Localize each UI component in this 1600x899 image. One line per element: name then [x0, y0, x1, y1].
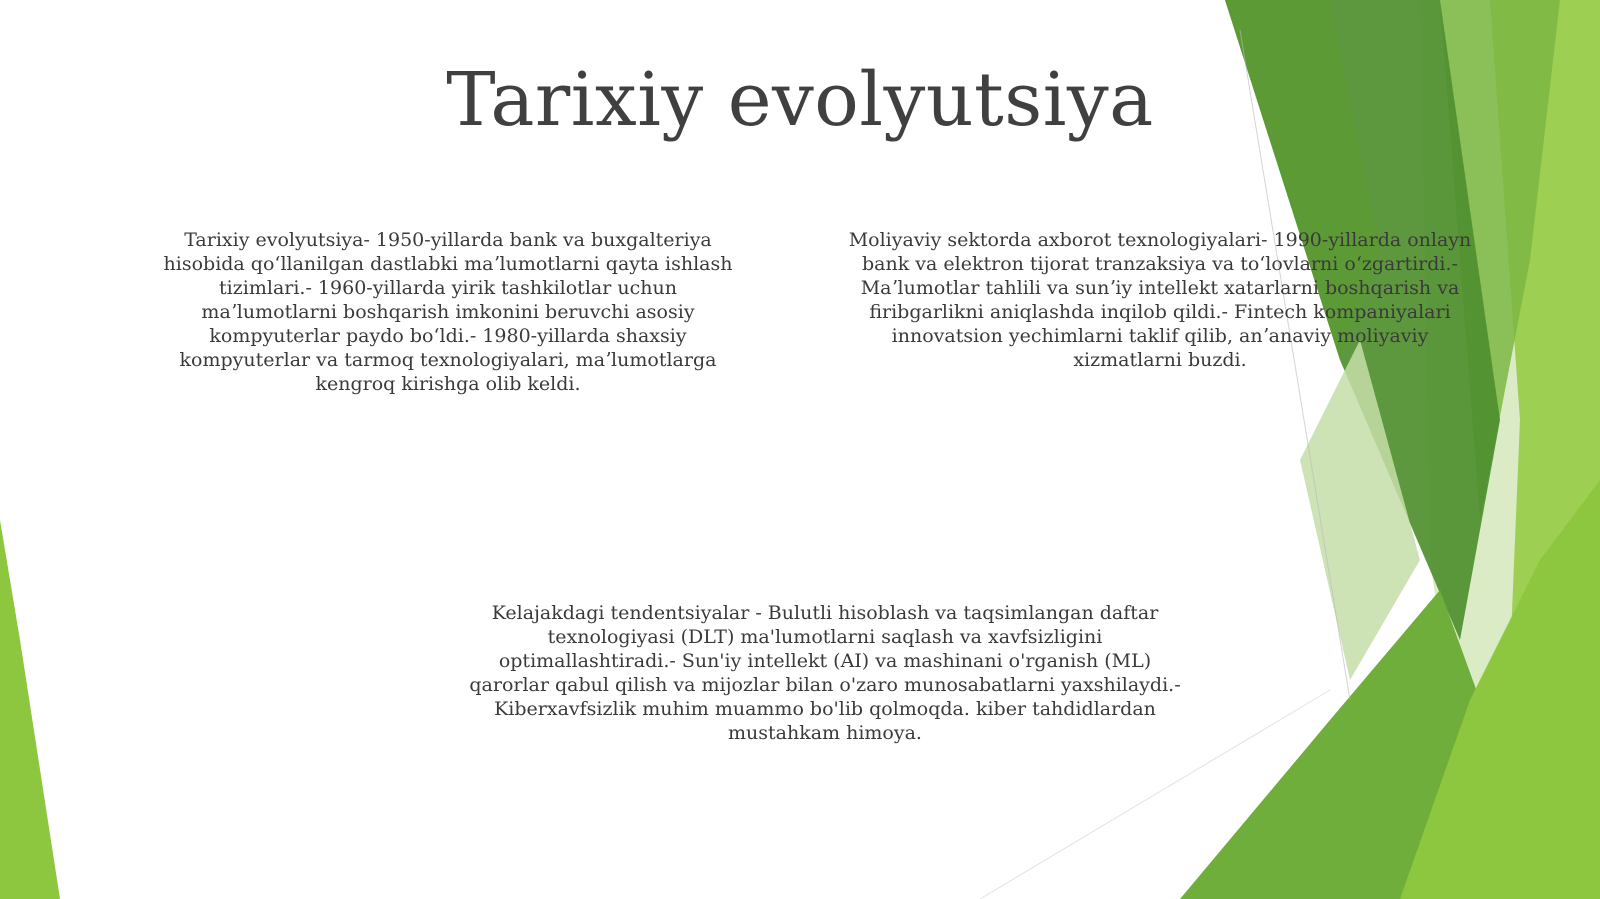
left-green-sliver: [0, 520, 60, 899]
paragraph-future-trends: Kelajakdagi tendentsiyalar - Bulutli hisoblash va taqsimlangan daftar texnologiyasi (DLT) ma'lumotlarni saqlash va xavfsizligini optimallashtiradi.- Sun'iy intellekt (AI) va mashinani o'rganish (ML) qarorlar qabul qilish va mijozlar bilan o'zaro munosabatlarni yaxshilaydi.- Kiberxavfsizlik muhim muammo bo'lib qolmoqda. kiber tahdidlardan mustahkam himoya.: [469, 602, 1181, 744]
paragraph-historical-evolution: Tarixiy evolyutsiya- 1950-yillarda bank va buxgalteriya hisobida qoʻllanilgan dastlabki maʼlumotlarni qayta ishlash tizimlari.- 1960-yillarda yirik tashkilotlar uchun maʼlumotlarni boshqarish imkonini beruvchi asosiy kompyuterlar paydo boʻldi.- 1980-yillarda shaxsiy kompyuterlar va tarmoq texnologiyalari, maʼlumotlarga kengroq kirishga olib keldi.: [163, 229, 733, 395]
paragraph-financial-sector-it: Moliyaviy sektorda axborot texnologiyalari- 1990-yillarda onlayn bank va elektron tijorat tranzaksiya va toʻlovlarni oʻzgartirdi.- Maʼlumotlar tahlili va sunʼiy intellekt xatarlarni boshqarish va firibgarlikni aniqlashda inqilob qildi.- Fintech kompaniyalari innovatsion yechimlarni taklif qilib, anʼanaviy moliyaviy xizmatlarni buzdi.: [848, 229, 1472, 371]
slide-title: Tarixiy evolyutsiya: [446, 57, 1154, 143]
